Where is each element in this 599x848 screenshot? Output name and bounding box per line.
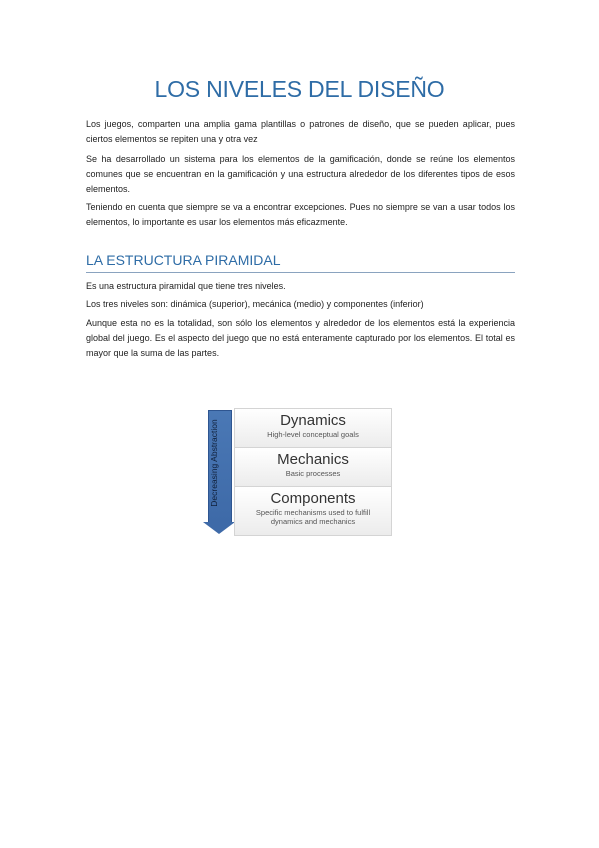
level-desc: Basic processes (285, 469, 341, 478)
intro-paragraph-1: Los juegos, comparten una amplia gama plantillas o patrones de diseño, que se pueden aplicar, pues ciertos elementos se repiten una y otra vez (86, 119, 515, 145)
level-name: Mechanics (277, 451, 349, 468)
section-paragraph-2: Los tres niveles son: dinámica (superior), mecánica (medio) y componentes (inferior) (86, 299, 424, 309)
pyramid-figure (206, 406, 392, 536)
section-paragraph-1: Es una estructura piramidal que tiene tres niveles. (86, 281, 286, 291)
page-title: LOS NIVELES DEL DISEÑO (154, 76, 445, 102)
level-dynamics (234, 408, 392, 448)
level-name: Dynamics (280, 412, 346, 429)
level-desc: Specific mechanisms used to fulfill dynamics and mechanics (255, 508, 371, 526)
level-components (234, 486, 392, 536)
level-mechanics (234, 447, 392, 487)
section-heading: LA ESTRUCTURA PIRAMIDAL (86, 252, 515, 273)
arrow-down-icon (203, 522, 235, 534)
level-desc: High-level conceptual goals (267, 430, 359, 439)
intro-paragraph-2: Se ha desarrollado un sistema para los elementos de la gamificación, donde se reúne los elementos comunes que se encuentran en la gamificación y una estructura alrededor de los diferentes tipos de esos elementos. (86, 154, 515, 195)
arrow-label: Decreasing Abstraction (209, 419, 219, 507)
section-paragraph-3: Aunque esta no es la totalidad, son sólo los elementos y alrededor de los elementos está la experiencia global del juego. Es el aspecto del juego que no está enteramente capturado por los elementos. El total es mayor que la suma de las partes. (86, 318, 515, 359)
intro-paragraph-3: Teniendo en cuenta que siempre se va a encontrar excepciones. Pues no siempre se van a usar todos los elementos, lo importante es usar los elementos más eficazmente. (86, 202, 515, 228)
level-name: Components (270, 490, 356, 507)
